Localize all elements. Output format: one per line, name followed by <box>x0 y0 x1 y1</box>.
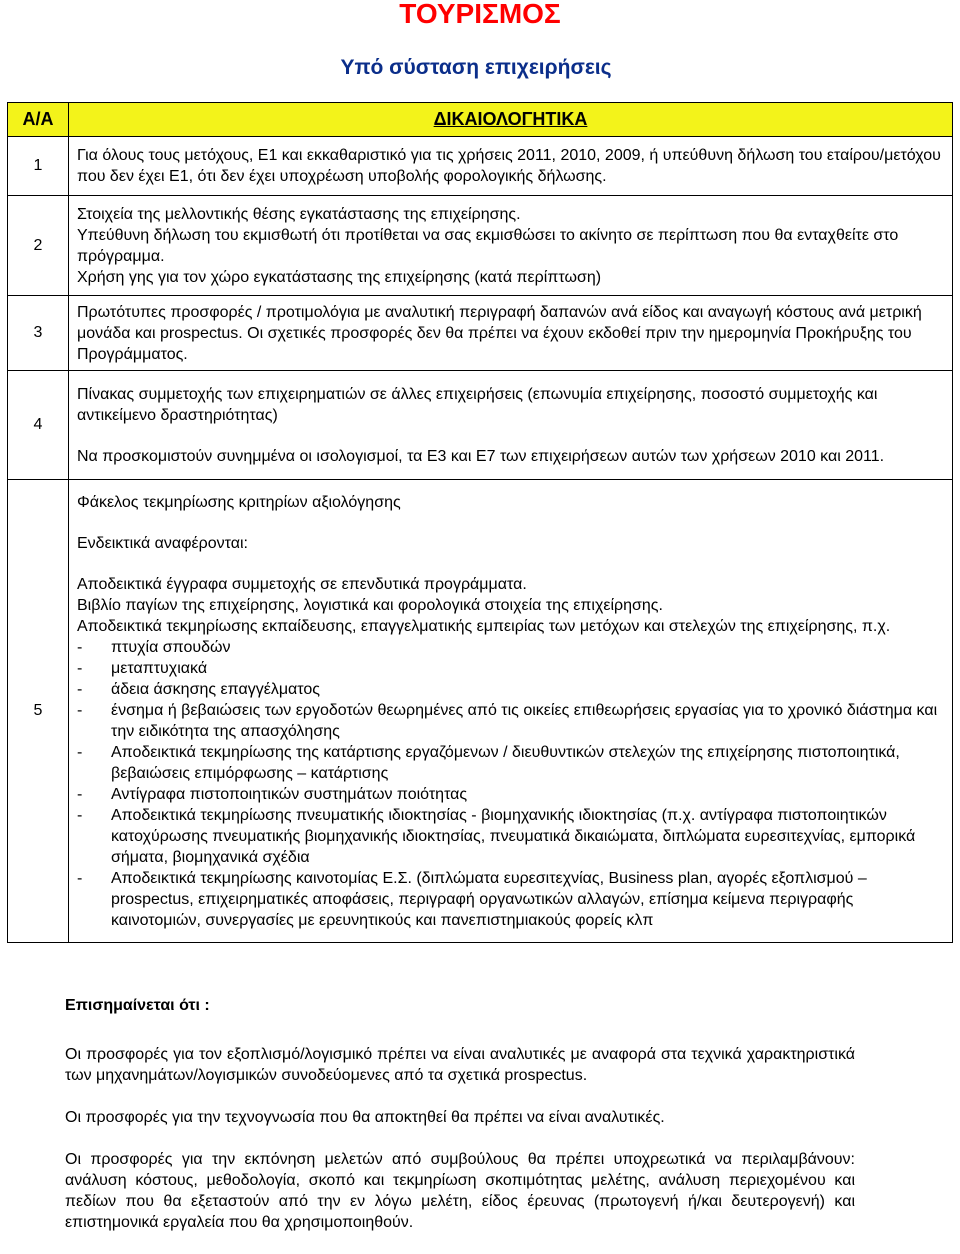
table-row <box>8 296 953 371</box>
row-text: Πρωτότυπες προσφορές / προτιμολόγια με αναλυτική περιγραφή δαπανών ανά είδος και αναγωγή κόστους ανά μετρική μονάδα και prospectus. Οι σχετικές προσφορές δεν θα πρέπει να έχουν εκδοθεί πριν την ημερομηνία Προκήρυξης του Προγράμματος. <box>77 303 922 363</box>
table-row <box>8 480 953 943</box>
row-number: 1 <box>8 137 69 196</box>
note-paragraph: Οι προσφορές για την εκπόνηση μελετών από συμβούλους θα πρέπει υποχρεωτικά να περιλαμβάνουν: ανάλυση κόστους, μεθοδολογία, σκοπό και τεκμηρίωση σκοπιμότητας μελέτης, ανάλυση περιεχομένου και πεδίων που θα εξεταστούν από την εν λόγω μελέτη, είδος έρευνας (πρωτογενή ή/και δευτερογενή) και επιστημονικά εργαλεία που θα χρησιμοποιηθούν. <box>65 1151 855 1231</box>
column-header-documents <box>69 103 953 137</box>
list-item: - Αποδεικτικά τεκμηρίωσης πνευματικής ιδιοκτησίας - βιομηχανικής ιδιοκτησίας (π.χ. αντίγραφα πιστοποιητικών κατοχύρωσης πνευματικής βιομηχανικής ιδιοκτησίας, πνευματικά δικαιώματα, διπλώματα ευρεσιτεχνίας, εμπορικά σήματα, βιομηχανικά σχέδια <box>77 805 944 868</box>
list-item: - Αποδεικτικά τεκμηρίωσης καινοτομίας Ε.Σ. (διπλώματα ευρεσιτεχνίας, Business plan, αγορές εξοπλισμού – prospectus, επιχειρηματικές αποφάσεις, περιγραφή οργανωτικών αλλαγών, επίσημα κείμενα περιγραφής καινοτομιών, συνεργασίες με ερευνητικούς και πανεπιστημιακούς φορείς κλπ <box>77 868 944 931</box>
row-text: Στοιχεία της μελλοντικής θέσης εγκατάστασης της επιχείρησης. <box>77 205 521 223</box>
evidence-list <box>77 637 944 931</box>
notes-heading: Επισημαίνεται ότι : <box>65 997 210 1014</box>
list-item: - Αποδεικτικά τεκμηρίωσης της κατάρτισης εργαζόμενων / διευθυντικών στελεχών της επιχείρησης πιστοποιητικά, βεβαιώσεις επιμόρφωσης – κατάρτισης <box>77 742 944 784</box>
row-text: Υπεύθυνη δήλωση του εκμισθωτή ότι προτίθεται να σας εκμισθώσει το ακίνητο σε περίπτωση που θα ενταχθείτε στο πρόγραμμα. <box>77 226 899 265</box>
row-text: Αποδεικτικά έγγραφα συμμετοχής σε επενδυτικά προγράμματα. <box>77 575 527 593</box>
row-text: Βιβλίο παγίων της επιχείρησης, λογιστικά και φορολογικά στοιχεία της επιχείρησης. <box>77 596 663 614</box>
row-text: Πίνακας συμμετοχής των επιχειρηματιών σε άλλες επιχειρήσεις (επωνυμία επιχείρησης, ποσοστό συμμετοχής και αντικείμενο δραστηριότητας) <box>77 385 878 424</box>
row-content <box>69 196 953 296</box>
table-row <box>8 371 953 480</box>
notes-section <box>65 995 855 1254</box>
row-indicative-label: Ενδεικτικά αναφέρονται: <box>77 534 248 552</box>
row-text: Χρήση γης για τον χώρο εγκατάστασης της επιχείρησης (κατά περίπτωση) <box>77 268 602 286</box>
row-number: 4 <box>8 371 69 480</box>
list-item: - μεταπτυχιακά <box>77 658 944 679</box>
row-content <box>69 296 953 371</box>
row-number: 2 <box>8 196 69 296</box>
table-row <box>8 196 953 296</box>
row-content <box>69 137 953 196</box>
row-text: Αποδεικτικά τεκμηρίωσης εκπαίδευσης, επαγγελματικής εμπειρίας των μετόχων και στελεχών της επιχείρησης, π.χ. <box>77 617 891 635</box>
list-item: - ένσημα ή βεβαιώσεις των εργοδοτών θεωρημένες από τις οικείες επιθεωρήσεις εργασίας για το χρονικό διάστημα και την ειδικότητα της απασχόλησης <box>77 700 944 742</box>
list-item: - άδεια άσκησης επαγγέλματος <box>77 679 944 700</box>
table-header-row <box>8 103 953 137</box>
list-item: - πτυχία σπουδών <box>77 637 944 658</box>
list-item: - Αντίγραφα πιστοποιητικών συστημάτων ποιότητας <box>77 784 944 805</box>
row-text: Να προσκομιστούν συνημμένα οι ισολογισμοί, τα Ε3 και Ε7 των επιχειρήσεων αυτών των χρήσεων 2010 και 2011. <box>77 447 885 465</box>
requirements-table <box>7 102 953 943</box>
row-text: Για όλους τους μετόχους, Ε1 και εκκαθαριστικό για τις χρήσεις 2011, 2010, 2009, ή υπεύθυνη δήλωση του εταίρου/μετόχου που δεν έχει Ε1, ότι δεν έχει υποχρέωση υποβολής φορολογικής δήλωσης. <box>77 147 941 185</box>
note-paragraph: Οι προσφορές για την τεχνογνωσία που θα αποκτηθεί θα πρέπει να είναι αναλυτικές. <box>65 1109 665 1126</box>
note-paragraph: Οι προσφορές για τον εξοπλισμό/λογισμικό πρέπει να είναι αναλυτικές με αναφορά στα τεχνικά χαρακτηριστικά των μηχανημάτων/λογισμικών συνοδεύομενες από τα σχετικά prospectus. <box>65 1046 855 1084</box>
column-header-documents-label: ΔΙΚΑΙΟΛΟΓΗΤΙΚΑ <box>433 109 588 129</box>
row-number: 5 <box>8 480 69 943</box>
row-content <box>69 371 953 480</box>
table-row <box>8 137 953 196</box>
column-header-aa: Α/Α <box>8 103 69 137</box>
page-subtitle: Υπό σύσταση επιχειρήσεις <box>340 56 612 79</box>
row-number: 3 <box>8 296 69 371</box>
row-intro: Φάκελος τεκμηρίωσης κριτηρίων αξιολόγησης <box>77 493 401 511</box>
row-content <box>69 480 953 943</box>
page-title: ΤΟΥΡΙΣΜΟΣ <box>399 0 561 29</box>
